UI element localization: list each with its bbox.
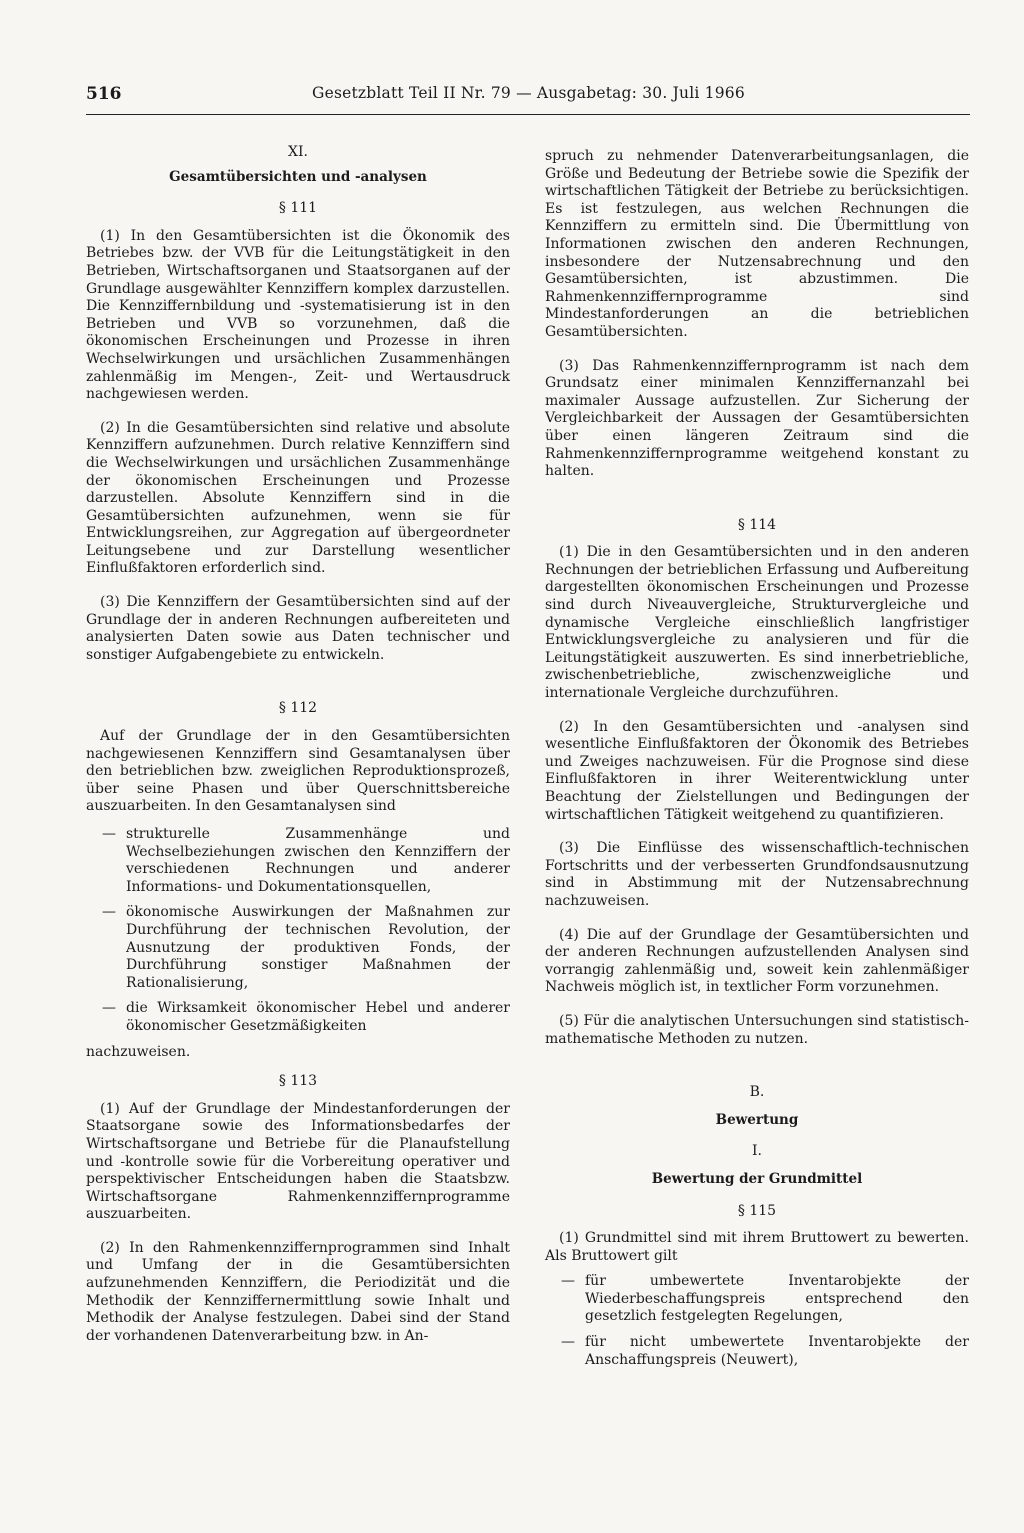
s114-paragraph-2: (2) In den Gesamtübersichten und -analysen sind wesentliche Einflußfaktoren der Ökonomik des Betriebes und Zweiges nachzuweisen. Für die Prognose sind diese Einflußfaktoren in ihrer Weiterentwicklung unter Beachtung der Zielstellungen und Bedingungen der wirtschaftlichen Tätigkeit weitgehend zu quantifizieren. bbox=[545, 718, 969, 823]
s113-paragraph-1: (1) Auf der Grundlage der Mindestanforderungen der Staatsorgane sowie des Informationsbedarfes der Wirtschaftsorgane und Betriebe für die Planaufstellung und -kontrolle sowie für die Vorbereitung operativer und perspektivischer Entscheidungen haben die Staatsbzw. Wirtschaftsorgane Rahmenkennziffernprogramme auszuarbeiten. bbox=[86, 1100, 510, 1223]
list-item: — für nicht umbewertete Inventarobjekte der Anschaffungspreis (Neuwert), bbox=[545, 1334, 969, 1369]
s113-paragraph-3: (3) Das Rahmenkennziffernprogramm ist nach dem Grundsatz einer minimalen Kennziffernanzahl bei maximaler Aussage aufzustellen. Zur Sicherung der Vergleichbarkeit der Aussagen der Gesamtübersichten über einen längeren Zeitraum sind die Rahmenkennziffernprogramme weitgehend konstant zu halten. bbox=[545, 357, 969, 480]
chapter-title: Gesamtübersichten und -analysen bbox=[169, 168, 427, 185]
right-column bbox=[545, 148, 969, 1377]
subchapter-number: I. bbox=[752, 1143, 762, 1160]
s111-paragraph-3: (3) Die Kennziffern der Gesamtübersichten sind auf der Grundlage der in anderen Rechnungen aufbereiteten und analysierten Daten sowie aus Daten technischer und sonstiger Aufgabengebiete zu entwickeln. bbox=[86, 594, 510, 663]
s114-paragraph-4: (4) Die auf der Grundlage der Gesamtübersichten und der anderen Rechnungen aufzustellenden Analysen sind vorrangig zahlenmäßig und, soweit kein zahlenmäßiger Nachweis möglich ist, in textlicher Form vorzunehmen. bbox=[545, 926, 969, 996]
chapter-number: XI. bbox=[288, 144, 308, 160]
section-114-heading: § 114 bbox=[737, 516, 777, 533]
s114-paragraph-1: (1) Die in den Gesamtübersichten und in den anderen Rechnungen der betrieblichen Erfassung und Aufbereitung dargestellten ökonomischen Erscheinungen und Prozesse sind durch Niveauvergleiche, Strukturvergleiche und dynamische Vergleiche einschließlich langfristiger Entwicklungsvergleiche zu analysieren und für die Leitungstätigkeit auszuwerten. Es sind innerbetriebliche, zwischenbetriebliche, zwischenzweigliche und internationale Vergleiche durchzuführen. bbox=[545, 544, 969, 702]
s113-paragraph-2: (2) In den Rahmenkennziffernprogrammen sind Inhalt und Umfang der in die Gesamtübersichten aufzunehmenden Kennziffern, die Periodizität und die Methodik der Kennziffernermittlung sowie Inhalt und Methodik der Analyse festzulegen. Dabei sind der Stand der vorhandenen Datenverarbeitung bzw. in An- bbox=[86, 1239, 510, 1344]
page-number: 516 bbox=[86, 84, 122, 104]
part-b-title: Bewertung bbox=[715, 1111, 799, 1128]
s111-paragraph-2: (2) In die Gesamtübersichten sind relative und absolute Kennziffern aufzunehmen. Durch relative Kennziffern sind die Wechselwirkungen und ursächlichen Zusammenhänge der ökonomischen Erscheinungen und Prozesse darzustellen. Absolute Kennziffern sind in die Gesamtübersichten aufzunehmen, wenn sie für Entwicklungsreihen, zur Aggregation auf übergeordneter Leitungsebene und zur Darstellung wesentlicher Einflußfaktoren erforderlich sind. bbox=[86, 419, 510, 577]
left-column bbox=[86, 144, 510, 1345]
s112-list bbox=[86, 826, 510, 1036]
s112-outro: nachzuweisen. bbox=[86, 1043, 191, 1060]
continued-text: spruch zu nehmender Datenverarbeitungsanlagen, die Größe und Bedeutung der Betriebe sowie die Spezifik der wirtschaftlichen Tätigkeit der Betriebe zu berücksichtigen. Es ist festzulegen, aus welchen Rechnungen die Kennziffern zu ermitteln sind. Die Übermittlung von Informationen zwischen den anderen Rechnungen, insbesondere der Nutzensabrechnung und den Gesamtübersichten, ist abzustimmen. Die Rahmenkennziffernprogramme sind Mindestanforderungen an die betrieblichen Gesamtübersichten. bbox=[545, 148, 969, 340]
s115-intro: (1) Grundmittel sind mit ihrem Bruttowert zu bewerten. Als Bruttowert gilt bbox=[545, 1230, 969, 1264]
list-item: — die Wirksamkeit ökonomischer Hebel und anderer ökonomischer Gesetzmäßigkeiten bbox=[86, 1000, 510, 1035]
section-112-heading: § 112 bbox=[278, 700, 318, 717]
list-item: — ökonomische Auswirkungen der Maßnahmen zur Durchführung der technischen Revolution, der Ausnutzung der produktiven Fonds, der Durchführung sonstiger Maßnahmen der Rationalisierung, bbox=[86, 904, 510, 992]
part-b-label: B. bbox=[749, 1084, 765, 1101]
subchapter-title: Bewertung der Grundmittel bbox=[651, 1170, 863, 1187]
s115-list bbox=[545, 1273, 969, 1369]
s112-intro: Auf der Grundlage der in den Gesamtübersichten nachgewiesenen Kennziffern sind Gesamtanalysen über den betrieblichen bzw. zweiglichen Reproduktionsprozeß, über seine Phasen und über Querschnittsbereiche auszuarbeiten. In den Gesamtanalysen sind bbox=[86, 728, 510, 815]
page-header bbox=[86, 84, 970, 115]
section-111-heading: § 111 bbox=[278, 200, 318, 217]
s114-paragraph-3: (3) Die Einflüsse des wissenschaftlich-technischen Fortschritts und der verbesserten Grundfondsausnutzung sind in Abstimmung mit der Nutzensabrechnung nachzuweisen. bbox=[545, 840, 969, 909]
s111-paragraph-1: (1) In den Gesamtübersichten ist die Ökonomik des Betriebes bzw. der VVB für die Leitungstätigkeit in den Betrieben, Wirtschaftsorganen und Staatsorganen auf der Grundlage ausgewählter Kennziffern komplex darzustellen. Die Kennziffernbildung und -systematisierung ist in den Betrieben und VVB so vorzunehmen, daß die ökonomischen Erscheinungen und Prozesse in ihren Wechselwirkungen und ursächlichen Zusammenhängen zahlenmäßig im Mengen-, Zeit- und Wertausdruck nachgewiesen werden. bbox=[86, 227, 510, 403]
section-113-heading: § 113 bbox=[278, 1073, 318, 1090]
gazette-title: Gesetzblatt Teil II Nr. 79 — Ausgabetag: 30. Juli 1966 bbox=[312, 84, 745, 102]
section-115-heading: § 115 bbox=[737, 1202, 777, 1219]
s114-paragraph-5: (5) Für die analytischen Untersuchungen sind statistisch-mathematische Methoden zu nutzen. bbox=[545, 1012, 969, 1047]
list-item: — strukturelle Zusammenhänge und Wechselbeziehungen zwischen den Kennziffern der verschiedenen Rechnungen und anderer Informations- und Dokumentationsquellen, bbox=[86, 826, 510, 896]
list-item: — für umbewertete Inventarobjekte der Wiederbeschaffungspreis entsprechend den gesetzlich festgelegten Regelungen, bbox=[545, 1273, 969, 1326]
